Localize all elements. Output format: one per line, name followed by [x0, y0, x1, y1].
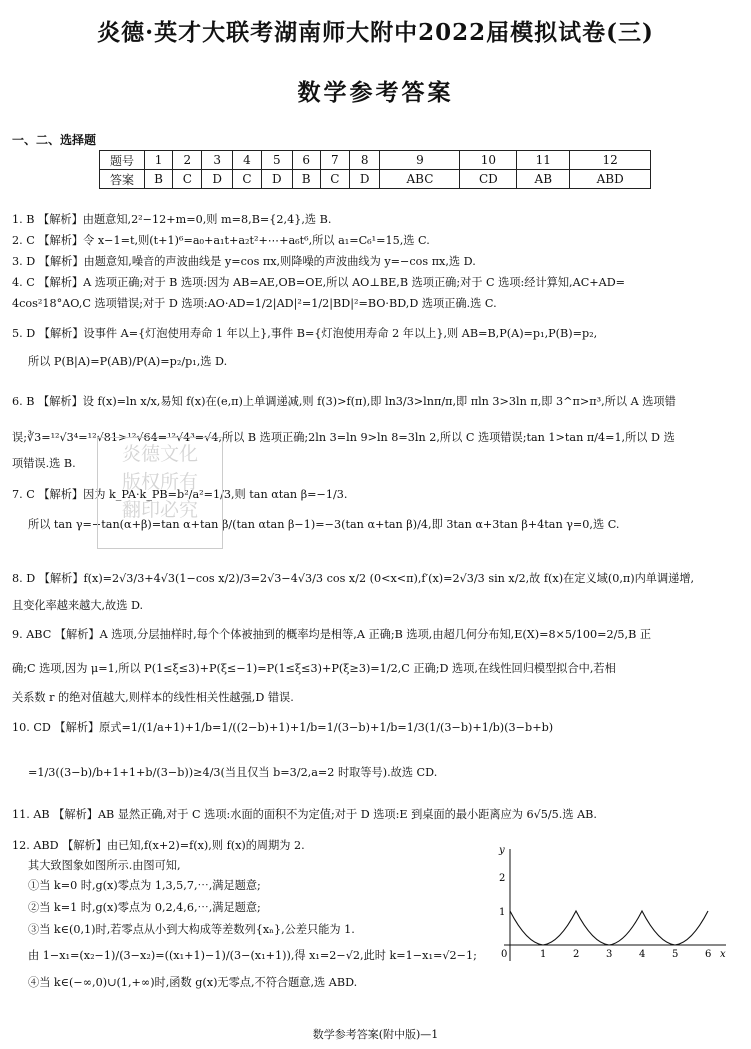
x-tick-label: 2 [573, 949, 580, 960]
question-number-cell: 9 [380, 151, 460, 170]
solution-line: 9. ABC 【解析】A 选项,分层抽样时,每个个体被抽到的概率均是相等,A 正确;B 选项,由超几何分布知,E(X)=8×5/100=2/5,B 正 [12, 628, 652, 641]
question-number-cell: 6 [292, 151, 320, 170]
function-graph [494, 845, 730, 965]
question-number-cell: 12 [570, 151, 651, 170]
x-axis-label: x [720, 949, 726, 960]
solution-line: 误;∛3=¹²√3⁴=¹²√81>¹²√64=¹²√4³=√4,所以 B 选项正确;2ln 3=ln 9>ln 8=3ln 2,所以 C 选项错误;tan 1>tan π/4=1,所以 D 选 [12, 431, 675, 444]
solution-line: 其大致图象如图所示.由图可知, [28, 859, 181, 872]
answer-cell: ABC [380, 170, 460, 189]
answer-cell: C [232, 170, 261, 189]
solution-line: 4. C 【解析】A 选项正确;对于 B 选项:因为 AB=AE,OB=OE,所以 AO⊥BE,B 选项正确;对于 C 选项:经计算知,AC+AD= [12, 276, 626, 289]
solution-line: 1. B 【解析】由题意知,2²−12+m=0,则 m=8,B={2,4},选 B. [12, 213, 332, 226]
solution-line: 12. ABD 【解析】由已知,f(x+2)=f(x),则 f(x)的周期为 2. [12, 839, 305, 852]
answer-table [99, 150, 651, 189]
section-heading: 一、二、选择题 [12, 133, 97, 147]
x-tick-label: 0 [501, 949, 508, 960]
question-number-cell: 3 [202, 151, 232, 170]
function-curve [510, 911, 708, 945]
page-title: 炎德·英才大联考湖南师大附中2022届模拟试卷(三) [97, 19, 654, 46]
question-number-cell: 10 [460, 151, 517, 170]
solution-line: 确;C 选项,因为 μ=1,所以 P(1≤ξ≤3)+P(ξ≤−1)=P(1≤ξ≤3)+P(ξ≥3)=1/2,C 正确;D 选项,在线性回归模型拟合中,若相 [12, 662, 616, 675]
x-tick-label: 5 [672, 949, 679, 960]
solution-line: 7. C 【解析】因为 k_PA·k_PB=b²/a²=1/3,则 tan αtan β=−1/3. [12, 488, 348, 501]
question-number-cell: 2 [173, 151, 202, 170]
solution-line: ③当 k∈(0,1)时,若零点从小到大构成等差数列{xₙ},公差只能为 1. [28, 923, 355, 936]
answer-cell: AB [517, 170, 570, 189]
answer-cell: C [320, 170, 349, 189]
solution-line: 项错误.选 B. [12, 457, 76, 470]
x-tick-label: 1 [540, 949, 547, 960]
question-number-cell: 11 [517, 151, 570, 170]
answer-cell: D [262, 170, 292, 189]
x-tick-label: 3 [606, 949, 613, 960]
solution-line: 5. D 【解析】设事件 A={灯泡使用寿命 1 年以上},事件 B={灯泡使用寿命 2 年以上},则 AB=B,P(A)=p₁,P(B)=p₂, [12, 327, 598, 340]
answer-cell: D [349, 170, 379, 189]
solution-line: 2. C 【解析】令 x−1=t,则(t+1)⁶=a₀+a₁t+a₂t²+⋯+a₆t⁶,所以 a₁=C₆¹=15,选 C. [12, 234, 430, 247]
x-tick-label: 6 [705, 949, 712, 960]
table-header-cell: 答案 [100, 170, 145, 189]
question-number-cell: 1 [145, 151, 173, 170]
solution-line: 且变化率越来越大,故选 D. [12, 599, 144, 612]
solution-line: 4cos²18°AO,C 选项错误;对于 D 选项:AO·AD=1/2|AD|²=1/2|BD|²=BO·BD,D 选项正确.选 C. [12, 297, 497, 310]
solution-line: 所以 P(B|A)=P(AB)/P(A)=p₂/p₁,选 D. [28, 355, 228, 368]
question-number-row [100, 151, 651, 170]
question-number-cell: 4 [232, 151, 261, 170]
x-tick-label: 4 [639, 949, 646, 960]
question-number-cell: 8 [349, 151, 379, 170]
y-tick-label: 1 [499, 907, 506, 918]
page-footer: 数学参考答案(附中版)—1 [312, 1028, 439, 1041]
solution-line: 由 1−x₁=(x₂−1)/(3−x₂)=((x₁+1)−1)/(3−(x₁+1)),得 x₁=2−√2,此时 k=1−x₁=√2−1; [28, 949, 477, 962]
solution-line: ①当 k=0 时,g(x)零点为 1,3,5,7,⋯,满足题意; [28, 879, 261, 892]
solution-line: 8. D 【解析】f(x)=2√3/3+4√3(1−cos x/2)/3=2√3−4√3/3 cos x/2 (0<x<π),f′(x)=2√3/3 sin x/2,故 f(x)在定义域(0,π)内单调递增, [12, 572, 695, 585]
solution-line: ②当 k=1 时,g(x)零点为 0,2,4,6,⋯,满足题意; [28, 901, 261, 914]
answer-cell: B [145, 170, 173, 189]
question-number-cell: 5 [262, 151, 292, 170]
table-header-cell: 题号 [100, 151, 145, 170]
answer-row [100, 170, 651, 189]
question-number-cell: 7 [320, 151, 349, 170]
solution-line: 6. B 【解析】设 f(x)=ln x/x,易知 f(x)在(e,π)上单调递减,则 f(3)>f(π),即 ln3/3>lnπ/π,即 πln 3>3ln π,即 3^π>π³,所以 A 选项错 [12, 395, 676, 408]
page-subtitle: 数学参考答案 [297, 79, 454, 106]
answer-cell: D [202, 170, 232, 189]
solution-line: 关系数 r 的绝对值越大,则样本的线性相关性越强,D 错误. [12, 691, 294, 704]
y-axis-label: y [499, 845, 505, 856]
answer-cell: CD [460, 170, 517, 189]
answer-cell: ABD [570, 170, 651, 189]
answer-cell: B [292, 170, 320, 189]
solution-line: ④当 k∈(−∞,0)∪(1,+∞)时,函数 g(x)无零点,不符合题意,选 ABD. [28, 976, 358, 989]
solution-line: 10. CD 【解析】原式=1/(1/a+1)+1/b=1/((2−b)+1)+1/b=1/(3−b)+1/b=1/3(1/(3−b)+1/b)(3−b+b) [12, 721, 554, 734]
solution-line: =1/3((3−b)/b+1+1+b/(3−b))≥4/3(当且仅当 b=3/2,a=2 时取等号).故选 CD. [28, 766, 438, 779]
answer-cell: C [173, 170, 202, 189]
solution-line: 3. D 【解析】由题意知,噪音的声波曲线是 y=cos πx,则降噪的声波曲线为 y=−cos πx,选 D. [12, 255, 476, 268]
solution-line: 所以 tan γ=−tan(α+β)=tan α+tan β/(tan αtan β−1)=−3(tan α+tan β)/4,即 3tan α+3tan β+4tan γ=0,选 C. [28, 518, 620, 531]
solution-line: 11. AB 【解析】AB 显然正确,对于 C 选项:水面的面积不为定值;对于 D 选项:E 到桌面的最小距离应为 6√5/5.选 AB. [12, 808, 597, 821]
watermark-stamp: 炎德文化 版权所有 翻印必究 [97, 437, 223, 549]
y-tick-label: 2 [499, 873, 506, 884]
